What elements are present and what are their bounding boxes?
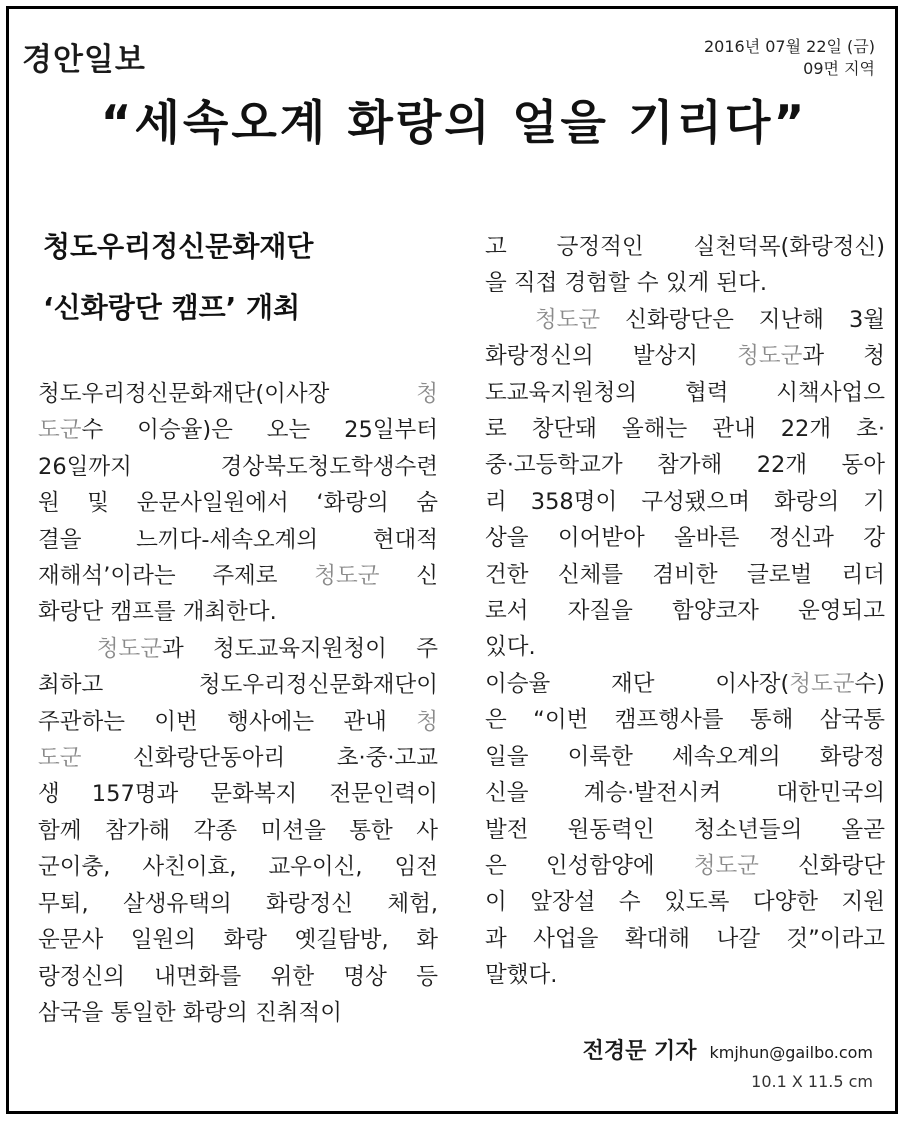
- text-run: 주관하는 이번 행사에는 관내: [38, 708, 417, 735]
- text-run: 은 인성함양에: [485, 852, 694, 879]
- text-run: 군이충, 사친이효, 교우이신, 임전: [38, 854, 438, 881]
- text-run: 재해석’이라는 주제로: [38, 563, 315, 590]
- text-run: 고 긍정적인 실천덕목(화랑정신): [485, 234, 885, 260]
- highlighted-term: 청도군: [96, 635, 162, 662]
- text-run: 신화랑단은 지난해 3월: [600, 306, 885, 333]
- text-run: 이 앞장설 수 있도록 다양한 지원: [485, 889, 885, 916]
- body-line: [485, 957, 885, 993]
- reporter-email: kmjhun@gailbo.com: [709, 1043, 873, 1062]
- text-run: 수): [854, 670, 885, 697]
- text-run: 함께 참가해 각종 미션을 통한 사: [38, 817, 438, 844]
- body-line: [485, 884, 885, 920]
- highlighted-term: 청: [416, 381, 438, 407]
- body-line: [485, 411, 885, 447]
- body-line: [38, 813, 438, 849]
- text-run: 원 및 운문사일원에서 ‘화랑의 숨: [38, 490, 438, 517]
- body-line: [485, 557, 885, 593]
- text-run: 중·고등학교가 참가해 22개 동아: [485, 452, 885, 479]
- text-run: 신화랑단: [758, 852, 886, 879]
- highlighted-term: 청도군: [693, 852, 759, 879]
- body-line: [485, 447, 885, 483]
- body-line: [38, 485, 438, 521]
- body-line: [485, 812, 885, 848]
- body-line: [38, 412, 438, 448]
- text-run: 은 “이번 캠프행사를 통해 삼국통: [485, 707, 885, 734]
- body-line: [485, 265, 885, 301]
- body-line: [38, 776, 438, 812]
- body-line: [38, 522, 438, 558]
- text-run: 26일까지 경상북도청도학생수련: [38, 453, 438, 480]
- highlighted-term: 청도군: [789, 670, 855, 697]
- body-line: [485, 484, 885, 520]
- subheadline-line-1: 청도우리정신문화재단: [43, 230, 314, 263]
- body-column-left: [38, 376, 438, 1031]
- text-run: 수 이승율)은 오는 25일부터: [81, 417, 438, 444]
- text-run: [38, 636, 97, 662]
- headline: “세속오계 화랑의 얼을 기리다”: [100, 96, 808, 151]
- text-run: 화랑단 캠프를 개최한다.: [38, 599, 277, 626]
- text-run: 상을 이어받아 올바른 정신과 강: [485, 525, 885, 552]
- body-line: [38, 886, 438, 922]
- text-run: 최하고 청도우리정신문화재단이: [38, 672, 438, 699]
- body-line: [38, 959, 438, 995]
- text-run: [485, 307, 535, 333]
- body-line: [38, 376, 438, 412]
- text-run: 로서 자질을 함양코자 운영되고: [485, 598, 885, 625]
- text-run: 청도우리정신문화재단(이사장: [38, 381, 417, 407]
- body-line: [38, 849, 438, 885]
- body-line: [485, 302, 885, 338]
- body-line: [485, 848, 885, 884]
- text-run: 결을 느끼다-세속오계의 현대적: [38, 526, 438, 553]
- text-run: 말했다.: [485, 962, 558, 989]
- body-line: [485, 229, 885, 265]
- body-line: [485, 593, 885, 629]
- body-line: [485, 702, 885, 738]
- text-run: 운문사 일원의 화랑 옛길탐방, 화: [38, 927, 438, 954]
- text-run: 리 358명이 구성됐으며 화랑의 기: [485, 488, 885, 515]
- text-run: 화랑정신의 발상지: [485, 343, 738, 370]
- text-run: 과 사업을 확대해 나갈 것”이라고: [485, 925, 885, 952]
- body-line: [38, 594, 438, 630]
- highlighted-term: 청도군: [737, 343, 803, 370]
- body-line: [485, 629, 885, 665]
- body-column-right: [485, 229, 885, 994]
- body-line: [485, 739, 885, 775]
- byline: [583, 1034, 873, 1065]
- highlighted-term: 청도군: [314, 563, 380, 590]
- issue-date: 2016년 07월 22일 (금): [703, 37, 875, 56]
- text-run: 발전 원동력인 청소년들의 올곧: [485, 816, 885, 843]
- subheadline-line-2: ‘신화랑단 캠프’ 개최: [43, 291, 301, 324]
- text-run: 로 창단돼 올해는 관내 22개 초·: [485, 416, 885, 443]
- clipping-size: 10.1 X 11.5 cm: [751, 1072, 873, 1091]
- body-line: [38, 740, 438, 776]
- text-run: 삼국을 통일한 화랑의 진취적이: [38, 999, 343, 1026]
- text-run: 생 157명과 문화복지 전문인력이: [38, 781, 438, 808]
- body-line: [38, 922, 438, 958]
- body-line: [485, 921, 885, 957]
- body-line: [38, 631, 438, 667]
- body-line: [485, 775, 885, 811]
- page-section: 09면 지역: [803, 59, 875, 78]
- text-run: 을 직접 경험할 수 있게 된다.: [485, 270, 767, 297]
- text-run: 신화랑단동아리 초·중·고교: [81, 745, 438, 772]
- body-line: [38, 667, 438, 703]
- text-run: 일을 이룩한 세속오계의 화랑정: [485, 743, 885, 770]
- text-run: 과 청도교육지원청이 주: [161, 635, 438, 662]
- newspaper-masthead: 경안일보: [22, 42, 146, 78]
- text-run: 있다.: [485, 634, 536, 661]
- body-line: [485, 338, 885, 374]
- body-line: [38, 558, 438, 594]
- text-run: 과 청: [802, 343, 886, 370]
- text-run: 신: [379, 563, 438, 590]
- text-run: 랑정신의 내면화를 위한 명상 등: [38, 963, 438, 990]
- highlighted-term: 도군: [38, 745, 82, 772]
- body-line: [485, 666, 885, 702]
- body-line: [38, 449, 438, 485]
- body-line: [38, 995, 438, 1031]
- highlighted-term: 청도군: [534, 306, 601, 333]
- highlighted-term: 청: [416, 708, 438, 735]
- dateline: [704, 36, 875, 80]
- text-run: 건한 신체를 겸비한 글로벌 리더: [485, 561, 885, 588]
- text-run: 신을 계승·발전시켜 대한민국의: [485, 780, 885, 807]
- reporter-name: 전경문 기자: [582, 1039, 697, 1064]
- body-line: [485, 520, 885, 556]
- text-run: 도교육지원청의 협력 시책사업으: [485, 379, 885, 406]
- body-line: [485, 375, 885, 411]
- body-line: [38, 704, 438, 740]
- text-run: 이승율 재단 이사장(: [485, 670, 790, 697]
- text-run: 무퇴, 살생유택의 화랑정신 체험,: [38, 890, 438, 917]
- highlighted-term: 도군: [38, 417, 82, 444]
